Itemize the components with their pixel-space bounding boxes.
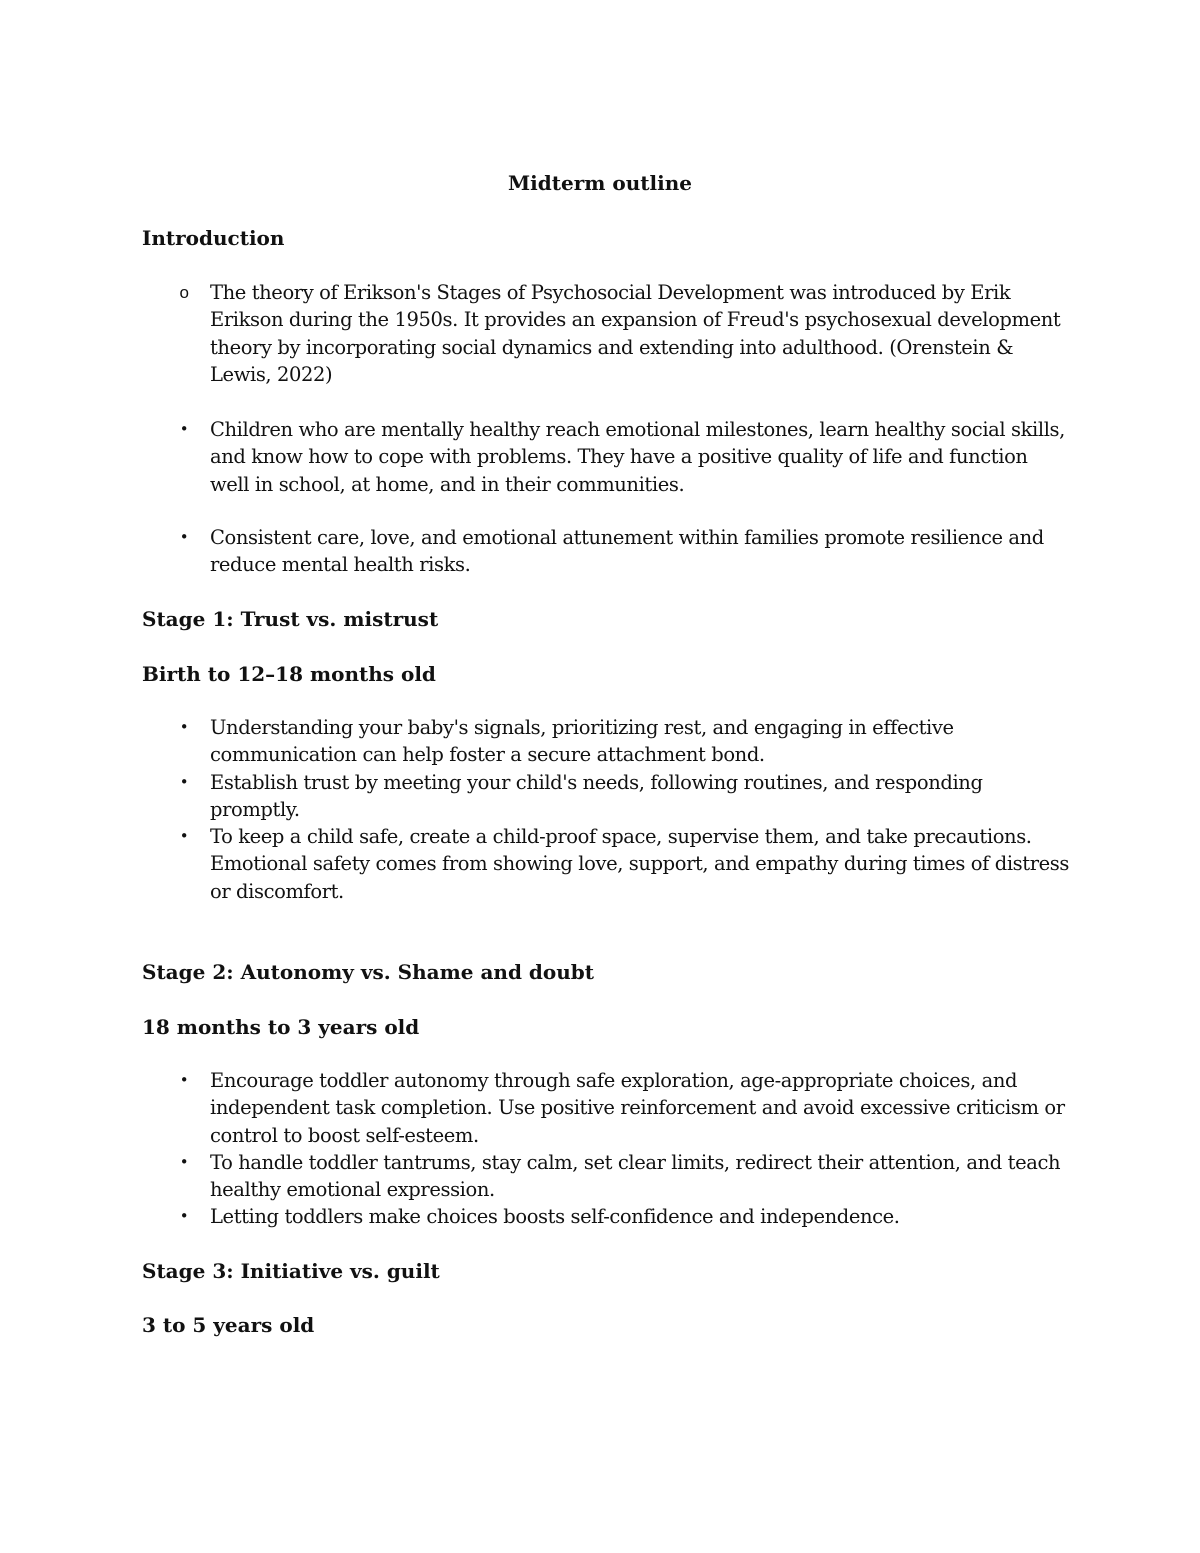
list-item bbox=[179, 1149, 1070, 1204]
circle-bullet-icon: o bbox=[179, 283, 189, 302]
bullet-icon: • bbox=[179, 1207, 189, 1225]
list-item bbox=[179, 524, 1070, 579]
list-item bbox=[179, 1067, 1070, 1149]
list-item-text: Encourage toddler autonomy through safe exploration, age-appropriate choices, and independent task completion. Use positive reinforcement and avoid excessive criticism or control to boost self-esteem. bbox=[210, 1069, 1065, 1147]
bullet-icon: • bbox=[179, 1071, 189, 1089]
list-item bbox=[179, 416, 1070, 498]
heading-introduction: Introduction bbox=[142, 226, 285, 250]
list-item-text: Understanding your baby's signals, prioritizing rest, and engaging in effective communication can help foster a secure attachment bond. bbox=[210, 716, 954, 767]
heading-stage-2: Stage 2: Autonomy vs. Shame and doubt bbox=[142, 960, 594, 984]
list-item-text: To keep a child safe, create a child-proof space, supervise them, and take precautions. Emotional safety comes from showing love, support, and empathy during times of distress or discomfort. bbox=[210, 825, 1069, 903]
bullet-icon: • bbox=[179, 420, 189, 438]
list-item-text: Letting toddlers make choices boosts self-confidence and independence. bbox=[210, 1205, 900, 1228]
list-item bbox=[179, 1203, 1070, 1230]
bullet-icon: • bbox=[179, 773, 189, 791]
bullet-icon: • bbox=[179, 718, 189, 736]
heading-stage-3: Stage 3: Initiative vs. guilt bbox=[142, 1259, 440, 1283]
bullet-icon: • bbox=[179, 1153, 189, 1171]
age-range-stage-2: 18 months to 3 years old bbox=[142, 1015, 420, 1039]
age-range-stage-3: 3 to 5 years old bbox=[142, 1313, 315, 1337]
list-item bbox=[179, 769, 1070, 824]
age-range-stage-1: Birth to 12–18 months old bbox=[142, 662, 436, 686]
bullet-icon: • bbox=[179, 827, 189, 845]
list-item-text: The theory of Erikson's Stages of Psychosocial Development was introduced by Erik Erikson during the 1950s. It provides an expansion of Freud's psychosexual development theory by incorporating social dynamics and extending into adulthood. (Orenstein & Lewis, 2022) bbox=[210, 281, 1061, 386]
list-item bbox=[179, 823, 1070, 905]
list-item-text: Establish trust by meeting your child's needs, following routines, and responding promptly. bbox=[210, 771, 983, 822]
list-item-text: Consistent care, love, and emotional attunement within families promote resilience and reduce mental health risks. bbox=[210, 526, 1044, 577]
document-title: Midterm outline bbox=[508, 171, 692, 195]
list-item bbox=[179, 279, 1070, 388]
heading-stage-1: Stage 1: Trust vs. mistrust bbox=[142, 607, 439, 631]
list-item-text: Children who are mentally healthy reach emotional milestones, learn healthy social skills, and know how to cope with problems. They have a positive quality of life and function well in school, at home, and in their communities. bbox=[210, 418, 1065, 496]
list-item-text: To handle toddler tantrums, stay calm, set clear limits, redirect their attention, and teach healthy emotional expression. bbox=[210, 1151, 1061, 1202]
list-item bbox=[179, 714, 1070, 769]
bullet-icon: • bbox=[179, 528, 189, 546]
